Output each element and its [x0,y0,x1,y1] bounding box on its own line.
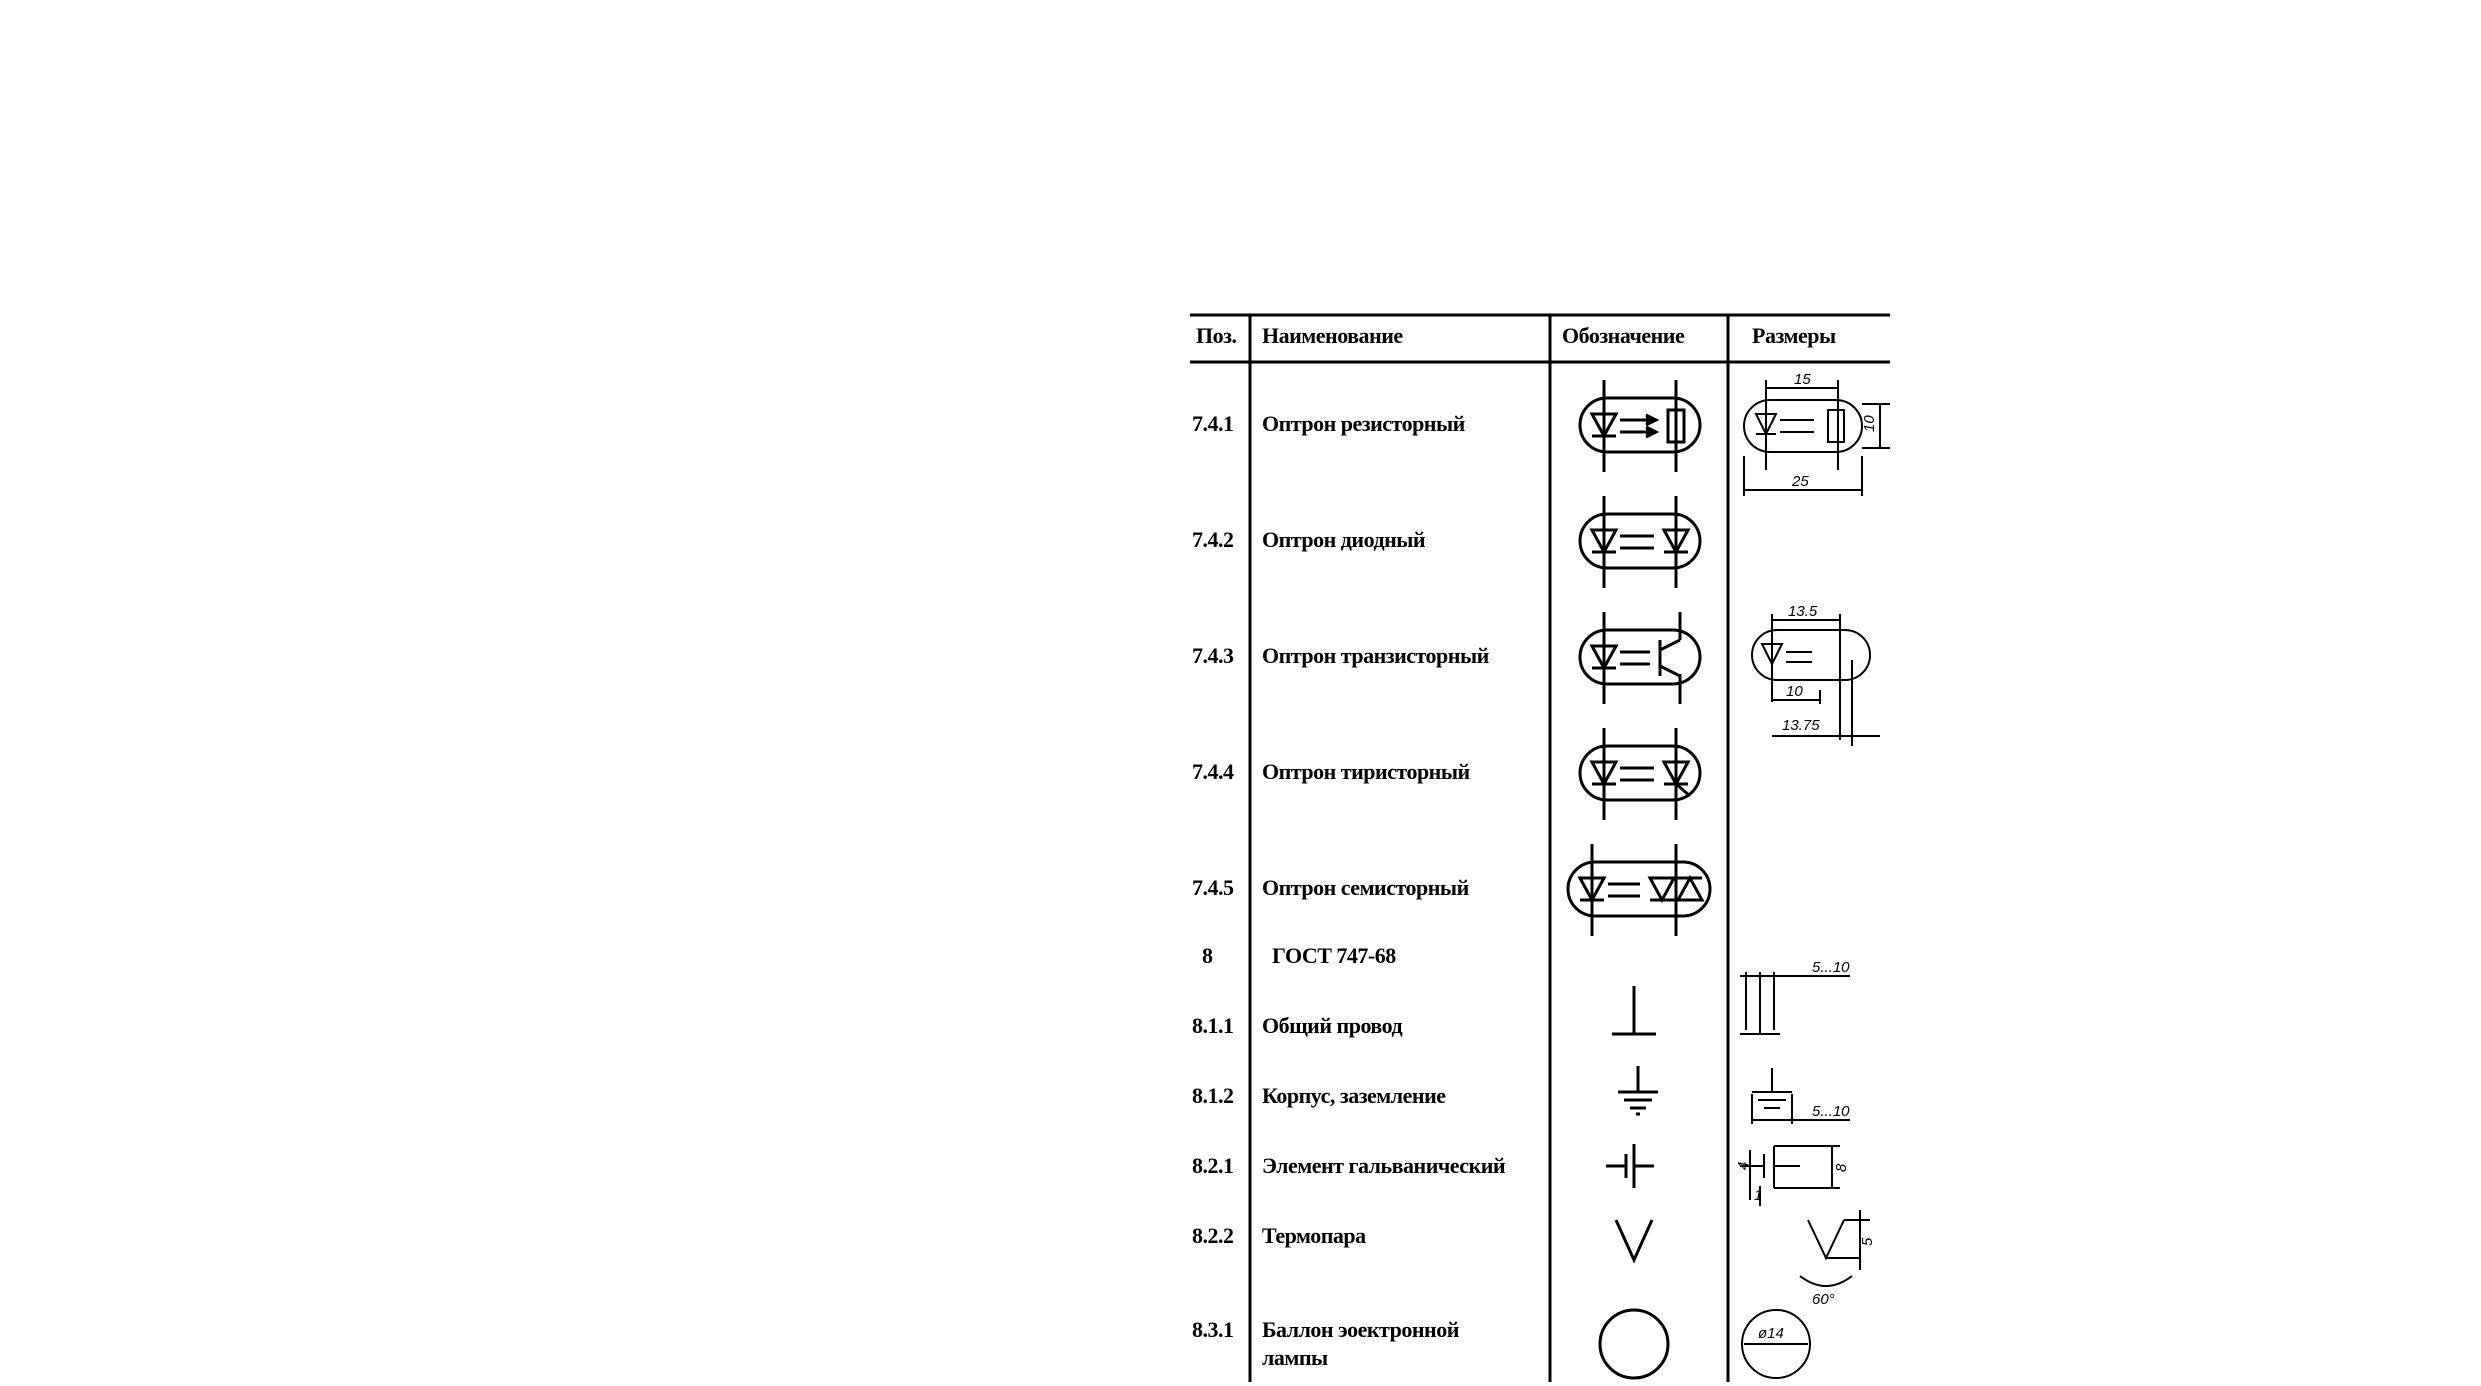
row-pos: 7.4.3 [1192,643,1234,668]
ground-icon [1618,1066,1658,1114]
row-pos: 8.1.1 [1192,1013,1234,1038]
dim-822-angle: 60° [1812,1291,1835,1308]
row-pos: 7.4.1 [1192,411,1234,436]
optocoupler-thyristor-icon [1580,728,1700,820]
header-pos: Поз. [1196,323,1237,348]
row-name: Элемент гальванический [1262,1153,1506,1178]
header-size: Размеры [1752,323,1836,348]
row-name-line1: Баллон эоектронной [1262,1317,1459,1342]
row-name: Оптрон семисторный [1262,875,1469,900]
row-pos: 8.2.1 [1192,1153,1234,1178]
optocoupler-diode-icon [1580,496,1700,588]
optocoupler-resistor-icon [1580,380,1700,472]
section-pos: 8 [1202,943,1213,968]
dim-811-w: 5...10 [1812,959,1850,976]
dim-743-mid: 10 [1786,683,1803,700]
dim-743-top: 13.5 [1788,603,1818,620]
dimension-drawing-811 [1740,972,1850,1034]
row-pos: 8.2.2 [1192,1223,1234,1248]
dim-741-top: 15 [1794,371,1811,388]
dimension-drawing-741 [1744,380,1890,496]
dimension-drawing-831 [1742,1310,1810,1378]
dim-821-left2: 1 [1754,1187,1763,1204]
dim-831-dia: ø14 [1758,1325,1784,1342]
row-pos: 8.1.2 [1192,1083,1234,1108]
dim-821-left1: 4 [1735,1161,1752,1170]
row-pos: 7.4.5 [1192,875,1234,900]
row-name: Термопара [1262,1223,1366,1248]
row-name: Оптрон диодный [1262,527,1426,552]
header-name: Наименование [1262,323,1403,348]
dim-741-bottom: 25 [1792,473,1809,490]
galvanic-cell-icon [1606,1144,1654,1188]
row-pos: 8.3.1 [1192,1317,1234,1342]
row-name: Оптрон резисторный [1262,411,1465,436]
tube-bulb-icon [1600,1310,1668,1378]
dimension-labels [1735,371,1878,1342]
dim-812-w: 5...10 [1812,1103,1850,1120]
dim-743-bottom: 13.75 [1782,717,1820,734]
optocoupler-triac-icon [1568,844,1710,936]
thermocouple-icon [1616,1220,1652,1260]
header-symbol: Обозначение [1562,323,1685,348]
row-pos: 7.4.4 [1192,759,1234,784]
common-wire-icon [1612,986,1656,1034]
row-name: Оптрон тиристорный [1262,759,1470,784]
row-pos: 7.4.2 [1192,527,1234,552]
row-name-line2: лампы [1262,1345,1328,1370]
row-name: Корпус, заземление [1262,1083,1446,1108]
dimension-drawing-822 [1800,1210,1870,1286]
row-name: Общий провод [1262,1013,1403,1038]
optocoupler-transistor-icon [1580,612,1700,704]
section-title: ГОСТ 747-68 [1272,943,1396,968]
dim-821-right: 8 [1833,1163,1850,1172]
dim-822-h: 5 [1859,1237,1876,1246]
row-name: Оптрон транзисторный [1262,643,1489,668]
dim-741-right: 10 [1861,415,1878,432]
